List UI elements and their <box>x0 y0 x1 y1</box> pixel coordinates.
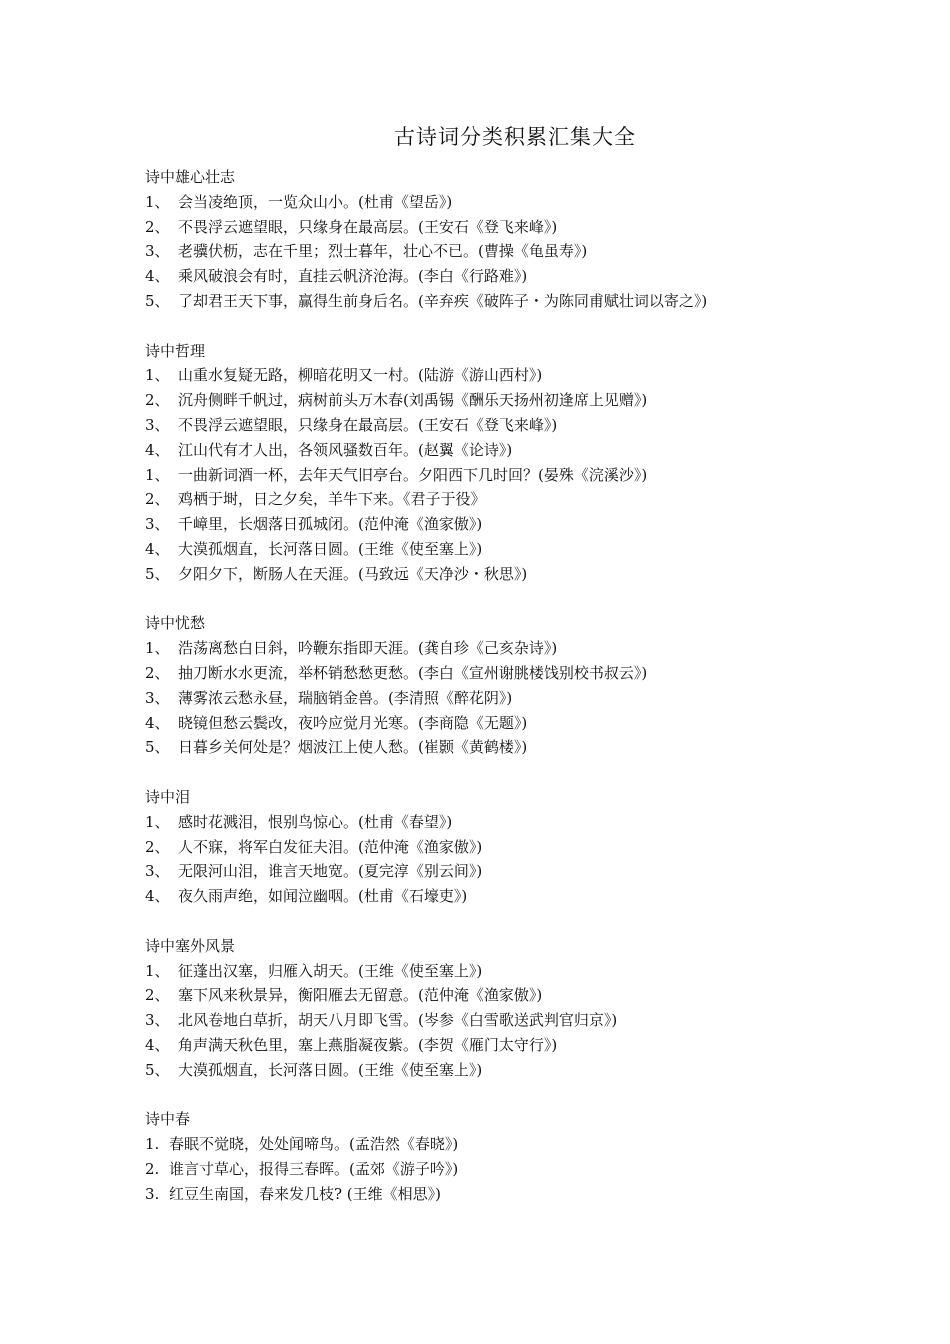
line-text: 鸡栖于埘，日之夕矣，羊牛下来。《君子于役》 <box>178 490 486 509</box>
poem-section <box>145 934 925 1083</box>
line-text: 千嶂里，长烟落日孤城闭。(范仲淹《渔家傲》) <box>178 515 483 534</box>
poem-line <box>145 215 925 240</box>
line-text: 无限河山泪，谁言天地宽。(夏完淳《别云间》) <box>178 862 483 881</box>
line-text: 薄雾浓云愁永昼，瑞脑销金兽。(李清照《醉花阴》) <box>178 688 513 707</box>
poem-line <box>145 1033 925 1058</box>
poem-line <box>145 1157 925 1182</box>
poem-line <box>145 388 925 413</box>
section-heading: 诗中春 <box>145 1110 191 1129</box>
line-number: 4、 <box>145 1035 170 1054</box>
line-text: 晓镜但愁云鬓改，夜吟应觉月光寒。(李商隐《无题》) <box>178 713 528 732</box>
section-heading: 诗中泪 <box>145 787 191 806</box>
line-number: 2、 <box>145 663 170 682</box>
poem-line <box>145 735 925 760</box>
line-number: 1、 <box>145 465 170 484</box>
line-number: 4、 <box>145 713 170 732</box>
poem-line <box>145 413 925 438</box>
poem-line <box>145 835 925 860</box>
poem-line <box>145 884 925 909</box>
poem-line <box>145 512 925 537</box>
line-text: 春眠不觉晓，处处闻啼鸟。(孟浩然《春晓》) <box>169 1135 459 1154</box>
line-number: 5、 <box>145 738 170 757</box>
poem-section <box>145 1107 925 1206</box>
line-number: 2、 <box>145 837 170 856</box>
line-number: 3、 <box>145 242 170 261</box>
line-text: 不畏浮云遮望眼，只缘身在最高层。(王安石《登飞来峰》) <box>178 415 558 434</box>
line-text: 浩荡离愁白日斜，吟鞭东指即天涯。(龚自珍《己亥杂诗》) <box>178 639 558 658</box>
line-text: 大漠孤烟直，长河落日圆。(王维《使至塞上》) <box>178 1060 483 1079</box>
line-text: 沉舟侧畔千帆过，病树前头万木春(刘禹锡《酬乐天扬州初逢席上见赠》) <box>178 391 648 410</box>
poem-section <box>145 165 925 314</box>
poem-line <box>145 959 925 984</box>
line-text: 夕阳夕下，断肠人在天涯。(马致远《天净沙・秋思》) <box>178 564 528 583</box>
line-number: 2、 <box>145 391 170 410</box>
poem-section <box>145 611 925 760</box>
section-heading: 诗中塞外风景 <box>145 936 236 955</box>
line-number: 5、 <box>145 564 170 583</box>
poem-line <box>145 264 925 289</box>
line-number: 3、 <box>145 1011 170 1030</box>
line-text: 角声满天秋色里，塞上燕脂凝夜紫。(李贺《雁门太守行》) <box>178 1035 558 1054</box>
poem-line <box>145 363 925 388</box>
line-number: 3. <box>145 1184 160 1203</box>
line-text: 人不寐，将军白发征夫泪。(范仲淹《渔家傲》) <box>178 837 483 856</box>
line-number: 3、 <box>145 688 170 707</box>
line-number: 1. <box>145 1135 160 1154</box>
poem-line <box>145 190 925 215</box>
poem-section <box>145 339 925 587</box>
line-text: 塞下风来秋景异，衡阳雁去无留意。(范仲淹《渔家傲》) <box>178 986 543 1005</box>
line-text: 乘风破浪会有时，直挂云帆济沧海。(李白《行路难》) <box>178 267 528 286</box>
poem-line <box>145 438 925 463</box>
line-text: 一曲新词酒一杯，去年天气旧亭台。夕阳西下几时回？(晏殊《浣溪沙》) <box>178 465 648 484</box>
line-text: 大漠孤烟直，长河落日圆。(王维《使至塞上》) <box>178 539 483 558</box>
line-text: 红豆生南国，春来发几枝? (王维《相思》) <box>169 1184 442 1203</box>
line-text: 老骥伏枥，志在千里；烈士暮年，壮心不已。(曹操《龟虽寿》) <box>178 242 588 261</box>
line-number: 3、 <box>145 515 170 534</box>
poem-line <box>145 562 925 587</box>
poem-section <box>145 785 925 909</box>
line-number: 2. <box>145 1159 160 1178</box>
line-text: 江山代有才人出，各领风骚数百年。(赵翼《论诗》) <box>178 440 513 459</box>
line-text: 北风卷地白草折，胡天八月即飞雪。(岑参《白雪歌送武判官归京》) <box>178 1011 618 1030</box>
line-text: 感时花溅泪，恨别鸟惊心。(杜甫《春望》) <box>178 812 453 831</box>
line-number: 4、 <box>145 539 170 558</box>
document-title: 古诗词分类积累汇集大全 <box>394 125 636 149</box>
section-heading: 诗中雄心壮志 <box>145 168 236 186</box>
line-number: 1、 <box>145 812 170 831</box>
poem-line <box>145 1182 925 1207</box>
line-text: 山重水复疑无路，柳暗花明又一村。(陆游《游山西村》) <box>178 366 543 385</box>
line-number: 1、 <box>145 192 170 211</box>
line-number: 1、 <box>145 639 170 658</box>
poem-line <box>145 983 925 1008</box>
line-text: 日暮乡关何处是？烟波江上使人愁。(崔颢《黄鹤楼》) <box>178 738 528 757</box>
poem-line <box>145 537 925 562</box>
poem-line <box>145 636 925 661</box>
line-number: 2、 <box>145 986 170 1005</box>
line-number: 1、 <box>145 961 170 980</box>
line-number: 4、 <box>145 887 170 906</box>
poem-line <box>145 711 925 736</box>
line-number: 1、 <box>145 366 170 385</box>
poem-line <box>145 661 925 686</box>
line-text: 抽刀断水水更流，举杯销愁愁更愁。(李白《宣州谢朓楼饯别校书叔云》) <box>178 663 648 682</box>
poem-line <box>145 1058 925 1083</box>
line-text: 了却君王天下事，赢得生前身后名。(辛弃疾《破阵子・为陈同甫赋壮词以寄之》) <box>178 291 708 310</box>
line-text: 夜久雨声绝，如闻泣幽咽。(杜甫《石壕吏》) <box>178 887 468 906</box>
poem-line <box>145 487 925 512</box>
poem-line <box>145 1132 925 1157</box>
line-number: 4、 <box>145 440 170 459</box>
line-text: 会当凌绝顶，一览众山小。(杜甫《望岳》) <box>178 192 453 211</box>
line-text: 征蓬出汉塞，归雁入胡天。(王维《使至塞上》) <box>178 961 483 980</box>
poem-line <box>145 810 925 835</box>
line-number: 3、 <box>145 415 170 434</box>
poem-line <box>145 859 925 884</box>
line-text: 谁言寸草心，报得三春晖。(孟郊《游子吟》) <box>169 1159 459 1178</box>
poem-line <box>145 463 925 488</box>
line-number: 5、 <box>145 291 170 310</box>
poem-line <box>145 686 925 711</box>
poem-line <box>145 1008 925 1033</box>
line-number: 5、 <box>145 1060 170 1079</box>
section-heading: 诗中忧愁 <box>145 614 206 633</box>
document-body <box>145 165 925 1231</box>
poem-line <box>145 239 925 264</box>
line-text: 不畏浮云遮望眼，只缘身在最高层。(王安石《登飞来峰》) <box>178 217 558 236</box>
line-number: 4、 <box>145 267 170 286</box>
poem-line <box>145 289 925 314</box>
line-number: 3、 <box>145 862 170 881</box>
line-number: 2、 <box>145 217 170 236</box>
section-heading: 诗中哲理 <box>145 341 206 360</box>
line-number: 2、 <box>145 490 170 509</box>
